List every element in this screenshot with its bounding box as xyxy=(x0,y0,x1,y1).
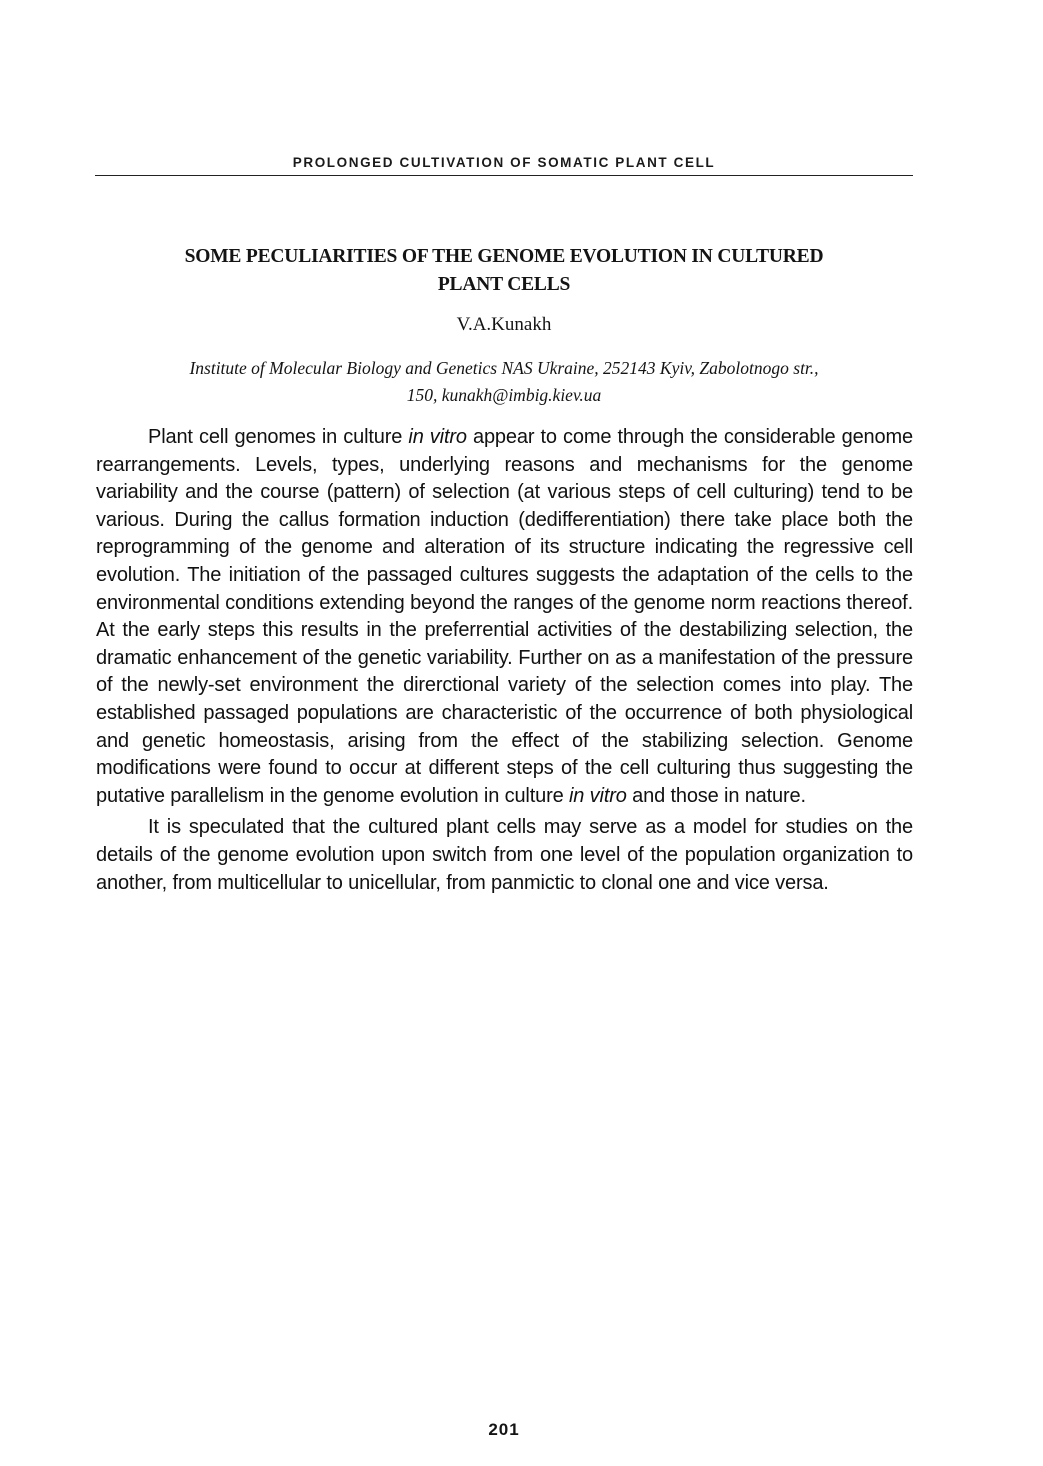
p1-text-start: Plant cell genomes in culture xyxy=(148,426,409,448)
abstract-paragraph-2: It is speculated that the cultured plant cells may serve as a model for studies on the details of the genome evolution upon switch from one level of the population organization to another, from multicellular to unicellular, from panmictic to clonal one and vice versa. xyxy=(96,816,913,894)
abstract-body xyxy=(96,424,913,897)
running-header: PROLONGED CULTIVATION OF SOMATIC PLANT CELL xyxy=(292,155,716,170)
paper-title-line-2: PLANT CELLS xyxy=(437,274,571,295)
header-rule xyxy=(95,175,913,176)
abstract-paragraph-1 xyxy=(96,424,913,810)
p1-italic-term-1: in vitro xyxy=(408,426,467,448)
paper-title-line-1: SOME PECULIARITIES OF THE GENOME EVOLUTION IN CULTURED xyxy=(184,246,824,267)
author-affiliation xyxy=(95,355,913,409)
p1-italic-term-2: in vitro xyxy=(569,784,627,807)
p1-text-end: and those in nature. xyxy=(626,784,806,807)
affiliation-line-1: Institute of Molecular Biology and Genetics NAS Ukraine, 252143 Kyiv, Zabolotnogo str., xyxy=(189,358,819,378)
affiliation-line-2: 150, kunakh@imbig.kiev.ua xyxy=(406,385,602,405)
author-name: V.A.Kunakh xyxy=(456,314,552,335)
p1-text-middle: appear to come through the considerable genome rearrangements. Levels, types, underlying reasons and mechanisms for the genome variability and the course (pattern) of selection (at various steps of cell culturing) tend to be various. During the callus formation induction (dedifferentiation) there take place both the reprogramming of the genome and alteration of its structure indicating the regressive cell evolution. The initiation of the passaged cultures suggests the adaptation of the cells to the environmental conditions extending beyond the ranges of the genome norm reactions thereof. At the early steps this results in the preferrential activities of the destabilizing selection, the dramatic enhancement of the genetic variability. Further on as a manifestation of the pressure of the newly-set environment the direrctional variety of the selection comes into play. The established passaged populations are characteristic of the occurrence of both physiological and genetic homeostasis, arising from the effect of the stabilizing selection. Genome modifications were found to occur at different steps of the cell culturing thus suggesting the putative parallelism in the genome evolution in culture xyxy=(96,426,913,807)
page-number: 201 xyxy=(488,1420,520,1439)
paper-title xyxy=(95,243,913,299)
